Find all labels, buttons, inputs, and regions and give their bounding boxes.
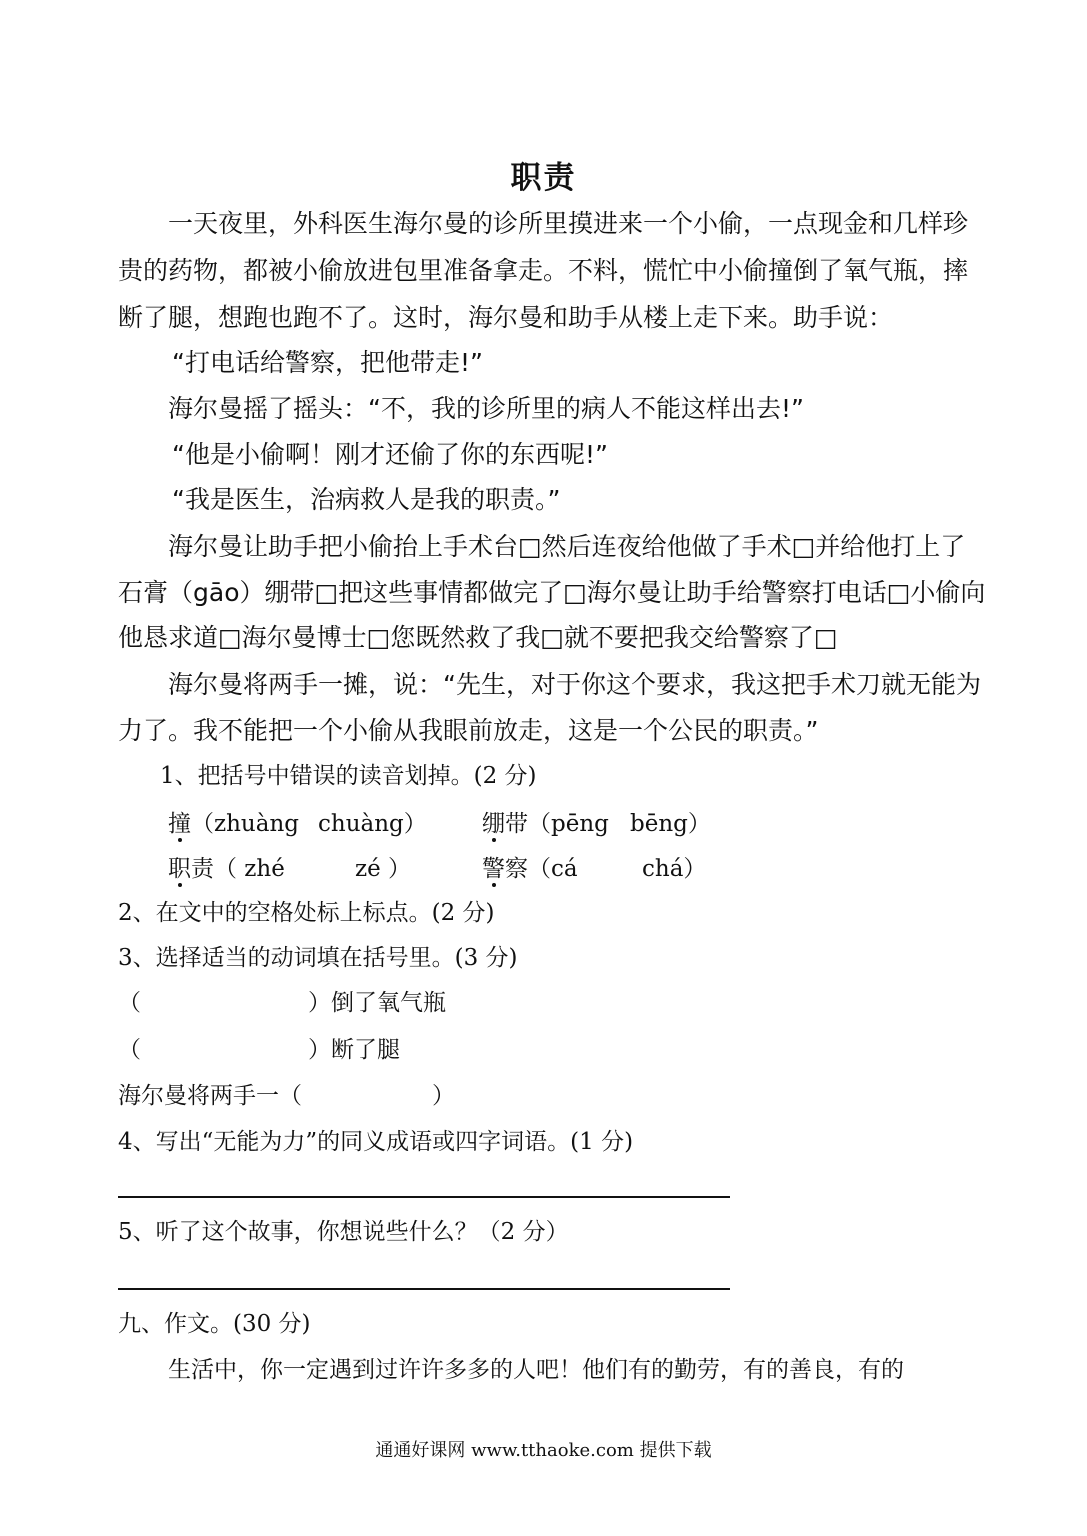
answer-line-4 <box>118 1196 730 1198</box>
story-line-9: 石膏（gāo）绷带□把这些事情都做完了□海尔曼让助手给警察打电话□小偷向 <box>118 578 986 607</box>
pinyin-item-3-alt: zé ） <box>355 856 412 882</box>
story-line-8: 海尔曼让助手把小偷抬上手术台□然后连夜给他做了手术□并给他打上了 <box>168 532 966 561</box>
story-line-3: 断了腿，想跑也跑不了。这时，海尔曼和助手从楼上走下来。助手说： <box>118 303 894 332</box>
pinyin-item-4: 警察（cá <box>482 850 578 883</box>
answer-line-5 <box>118 1288 730 1290</box>
q3-row-3-close: ） <box>432 1083 455 1109</box>
question-1: 1、把括号中错误的读音划掉。(2 分) <box>160 763 537 789</box>
q3-row-2-open: （ <box>118 1037 141 1063</box>
essay-heading: 九、作文。(30 分) <box>118 1311 311 1337</box>
story-line-2: 贵的药物，都被小偷放进包里准备拿走。不料，慌忙中小偷撞倒了氧气瓶，摔 <box>118 256 969 285</box>
story-line-5: 海尔曼摇了摇头：“不，我的诊所里的病人不能这样出去!” <box>168 394 804 423</box>
question-3: 3、选择适当的动词填在括号里。(3 分) <box>118 945 518 971</box>
dotted-char: 绷 <box>482 805 505 838</box>
story-line-12: 力了。我不能把一个小偷从我眼前放走，这是一个公民的职责。” <box>118 716 819 745</box>
q3-row-1-close: ）倒了氧气瓶 <box>308 990 446 1016</box>
story-line-1: 一天夜里，外科医生海尔曼的诊所里摸进来一个小偷，一点现金和几样珍 <box>168 209 969 238</box>
q3-row-1-open: （ <box>118 990 141 1016</box>
pinyin-item-1: 撞（zhuàng <box>168 805 299 838</box>
pinyin-item-1-alt: chuàng） <box>318 811 427 837</box>
story-line-6: “他是小偷啊！刚才还偷了你的东西呢!” <box>172 440 608 469</box>
q3-row-3: 海尔曼将两手一（ <box>118 1083 302 1109</box>
story-title: 职责 <box>510 160 577 196</box>
dotted-char: 警 <box>482 850 505 883</box>
story-line-10: 他恳求道□海尔曼博士□您既然救了我□就不要把我交给警察了□ <box>118 623 838 652</box>
story-line-4: “打电话给警察，把他带走!” <box>172 348 483 377</box>
question-4: 4、写出“无能为力”的同义成语或四字词语。(1 分) <box>118 1129 634 1155</box>
pinyin-item-4-alt: chá） <box>642 856 707 882</box>
question-5: 5、听了这个故事，你想说些什么？（2 分） <box>118 1219 569 1245</box>
dotted-char: 撞 <box>168 805 191 838</box>
pinyin-item-3: 职责（ zhé <box>168 850 285 883</box>
question-2: 2、在文中的空格处标上标点。(2 分) <box>118 900 495 926</box>
essay-prompt: 生活中，你一定遇到过许许多多的人吧！他们有的勤劳，有的善良，有的 <box>168 1357 904 1383</box>
dotted-char: 职 <box>168 850 191 883</box>
story-line-7: “我是医生，治病救人是我的职责。” <box>172 485 561 514</box>
footer-credit: 通通好课网 www.tthaoke.com 提供下载 <box>375 1440 712 1461</box>
q3-row-2-close: ）断了腿 <box>308 1037 400 1063</box>
pinyin-item-2-alt: bēng） <box>630 811 711 837</box>
story-line-11: 海尔曼将两手一摊，说：“先生，对于你这个要求，我这把手术刀就无能为 <box>168 670 981 699</box>
pinyin-item-2: 绷带（pēng <box>482 805 609 838</box>
